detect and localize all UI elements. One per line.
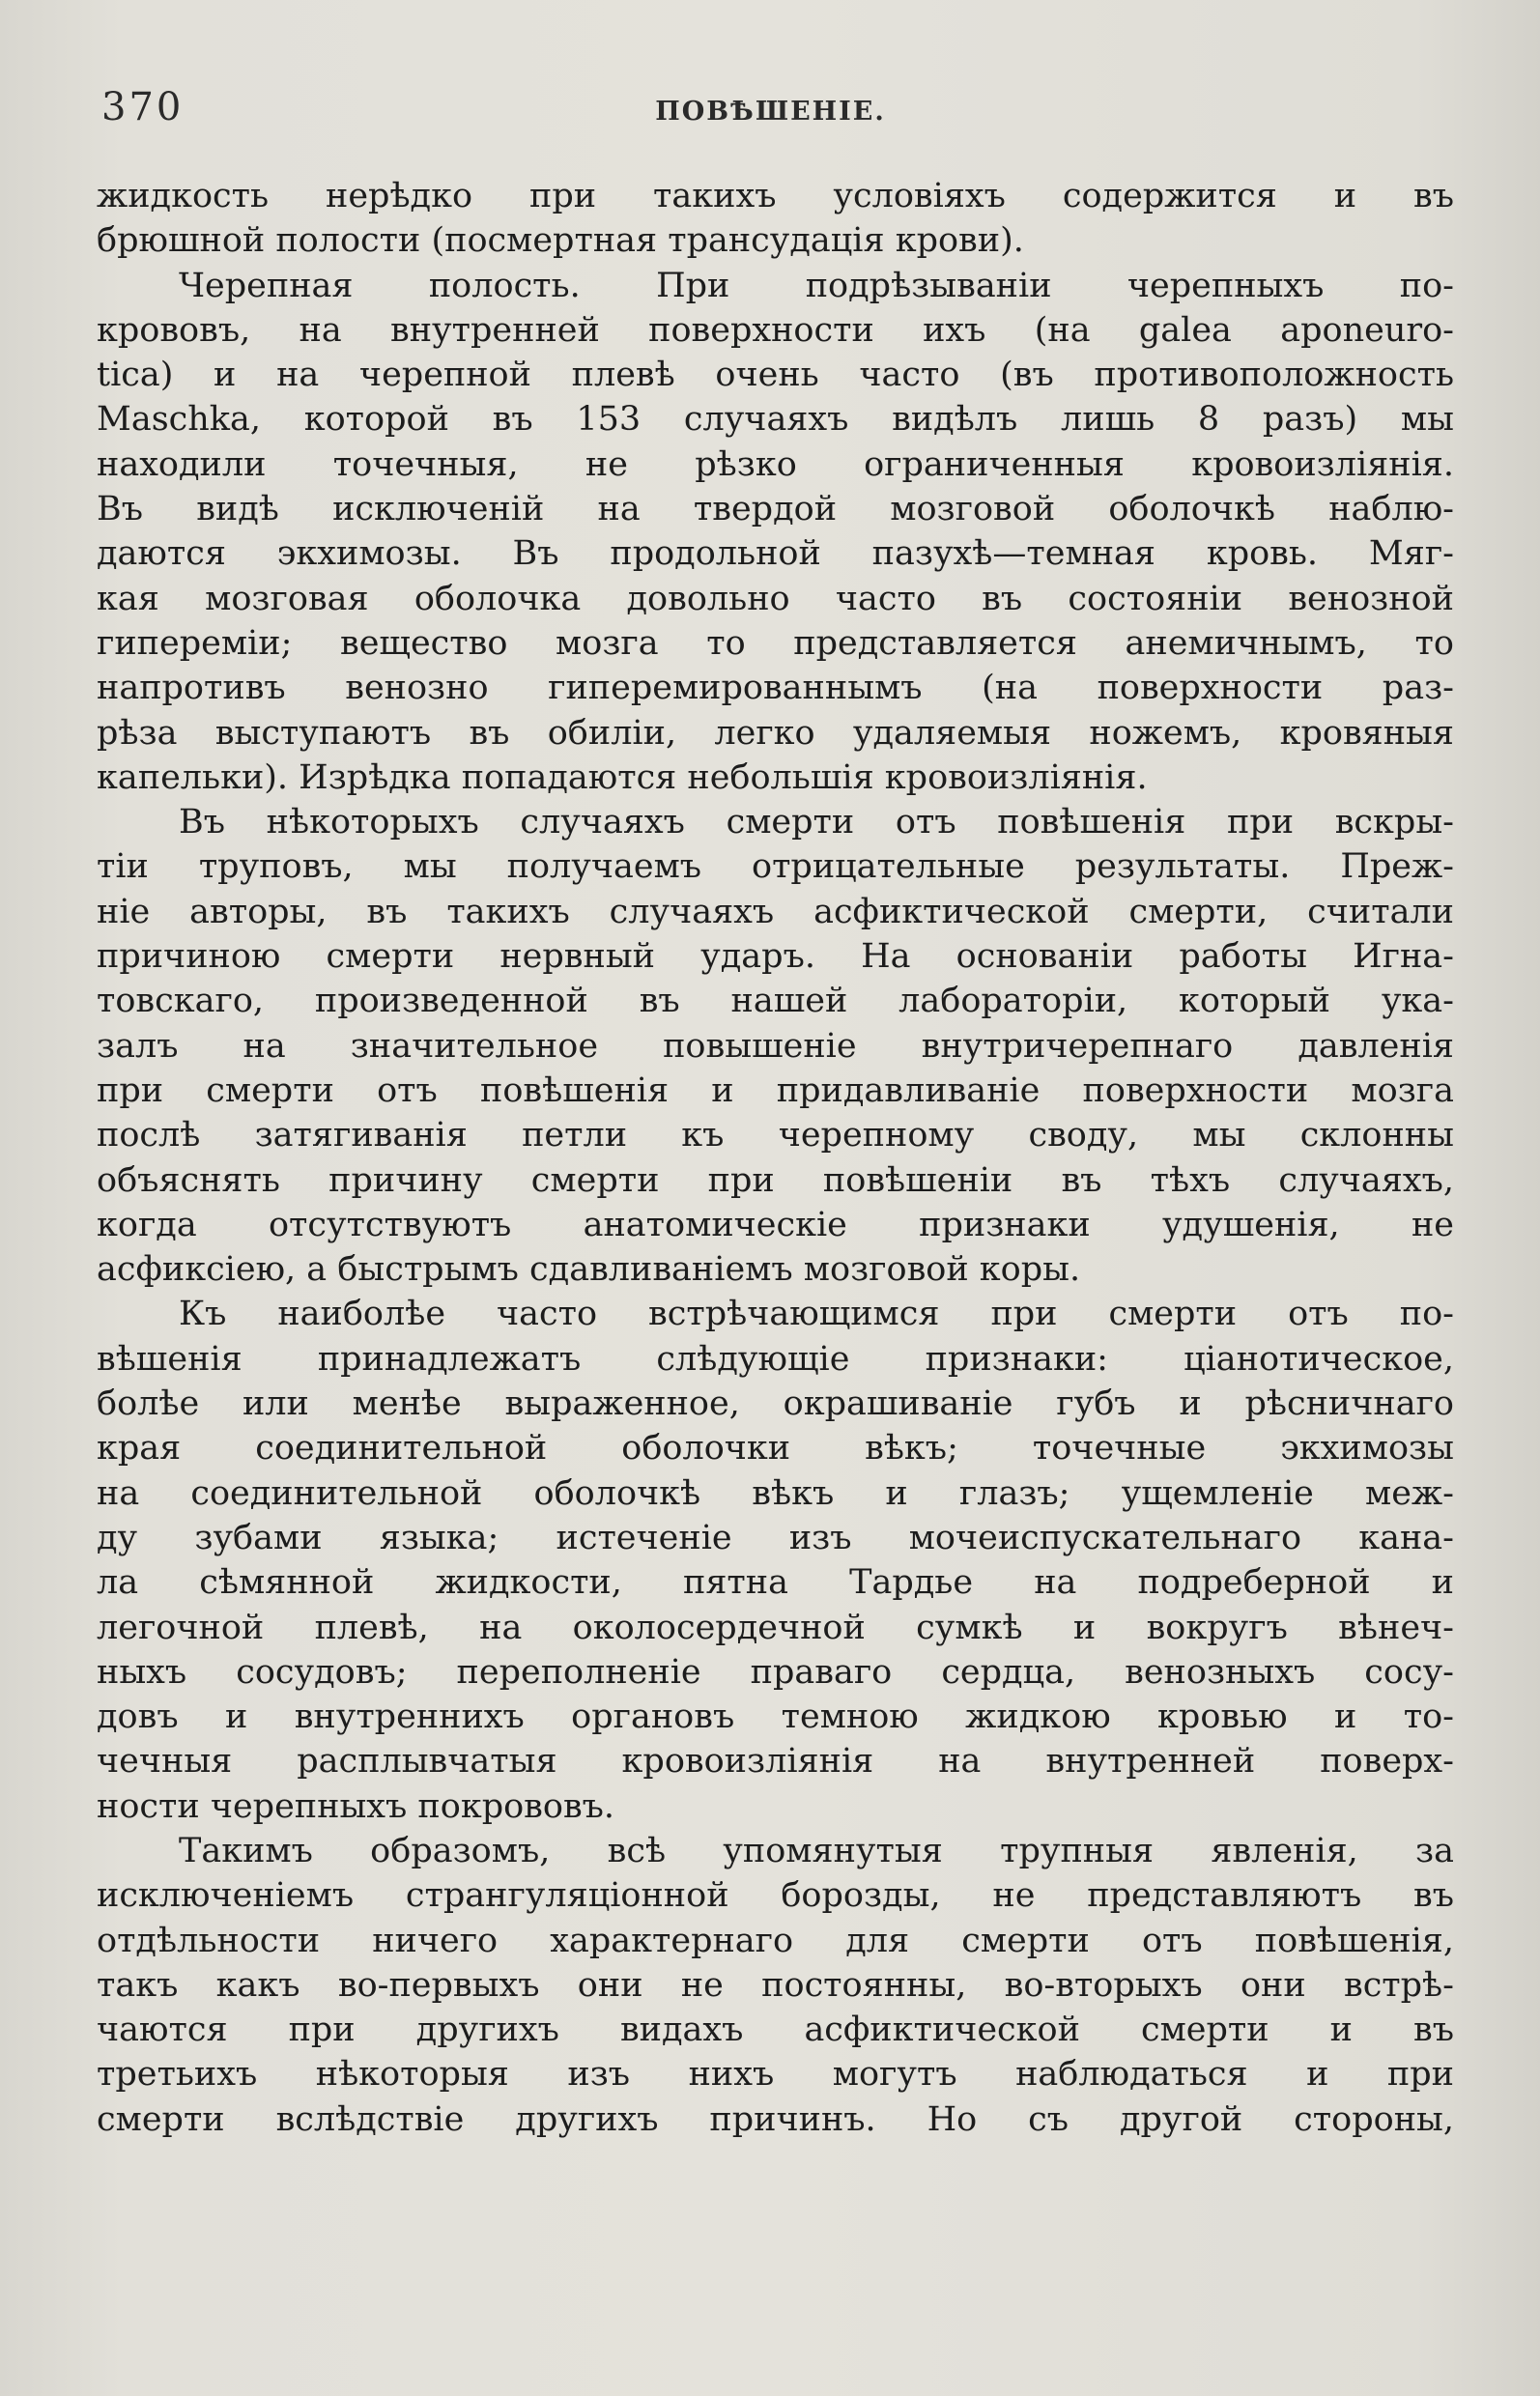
text-line: даются экхимозы. Въ продольной пазухѣ—темная кровь. Мяг- [97, 534, 1454, 574]
text-line: ніе авторы, въ такихъ случаяхъ асфиктической смерти, считали [97, 892, 1454, 931]
text-line: смерти вслѣдствіе другихъ причинъ. Но съ другой стороны, [97, 2099, 1454, 2139]
text-line: отдѣльности ничего характернаго для смерти отъ повѣшенія, [97, 1921, 1454, 1960]
text-line: Maschka, которой въ 153 случаяхъ видѣлъ лишь 8 разъ) мы [97, 400, 1454, 440]
text-line: Такимъ образомъ, всѣ упомянутыя трупныя явленія, за [179, 1831, 1454, 1870]
text-line: брюшной полости (посмертная трансудація крови). [97, 221, 1024, 261]
text-line: капельки). Изрѣдка попадаются небольшія кровоизліянія. [97, 757, 1148, 797]
text-line: tica) и на черепной плевѣ очень часто (въ противоположность [97, 356, 1454, 395]
text-line: кая мозговая оболочка довольно часто въ состояніи венозной [97, 579, 1454, 618]
text-line: исключеніемъ странгуляціонной борозды, не представляютъ въ [97, 1876, 1454, 1916]
text-line: ныхъ сосудовъ; переполненіе праваго сердца, венозныхъ сосу- [97, 1652, 1454, 1692]
text-line: легочной плевѣ, на околосердечной сумкѣ и вокругъ вѣнеч- [97, 1608, 1454, 1647]
text-line: крововъ, на внутренней поверхности ихъ (на galea aponeuro- [97, 310, 1454, 350]
text-line: напротивъ венозно гиперемированнымъ (на поверхности раз- [97, 669, 1454, 708]
text-line: рѣза выступаютъ въ обиліи, легко удаляемыя ножемъ, кровяныя [97, 713, 1454, 753]
text-line: залъ на значительное повышеніе внутричерепнаго давленія [97, 1026, 1454, 1066]
text-line: ду зубами языка; истеченіе изъ мочеиспускательнаго кана- [97, 1518, 1454, 1557]
text-line: при смерти отъ повѣшенія и придавливаніе поверхности мозга [97, 1070, 1454, 1110]
text-line: на соединительной оболочкѣ вѣкъ и глазъ; ущемленіе меж- [97, 1473, 1454, 1513]
text-line: находили точечныя, не рѣзко ограниченныя кровоизліянія. [97, 444, 1454, 484]
text-line: ла сѣмянной жидкости, пятна Тардье на подреберной и [97, 1563, 1454, 1603]
page-header [101, 85, 1440, 133]
text-line: Черепная полость. При подрѣзываніи черепныхъ по- [179, 266, 1454, 305]
text-line: гипереміи; вещество мозга то представляется анемичнымъ, то [97, 623, 1454, 663]
page-number: 370 [101, 85, 185, 129]
text-line: Къ наиболѣе часто встрѣчающимся при смерти отъ по- [179, 1295, 1454, 1334]
text-line: тіи труповъ, мы получаемъ отрицательные результаты. Преж- [97, 847, 1454, 887]
text-line: болѣе или менѣе выраженное, окрашиваніе губъ и рѣсничнаго [97, 1384, 1454, 1424]
text-line: довъ и внутреннихъ органовъ темною жидкою кровью и то- [97, 1697, 1454, 1737]
text-line: ности черепныхъ покрововъ. [97, 1786, 615, 1826]
text-line: товскаго, произведенной въ нашей лабораторіи, который ука- [97, 982, 1454, 1021]
text-line: асфиксіею, а быстрымъ сдавливаніемъ мозговой коры. [97, 1250, 1081, 1290]
text-line: объяснять причину смерти при повѣшеніи въ тѣхъ случаяхъ, [97, 1160, 1454, 1200]
text-line: жидкость нерѣдко при такихъ условіяхъ содержится и въ [97, 177, 1454, 215]
text-line: чаются при другихъ видахъ асфиктической смерти и въ [97, 2011, 1454, 2050]
text-line: вѣшенія принадлежатъ слѣдующіе признаки: ціанотическое, [97, 1339, 1454, 1379]
text-line: причиною смерти нервный ударъ. На основаніи работы Игна- [97, 937, 1454, 977]
text-line: третьихъ нѣкоторыя изъ нихъ могутъ наблюдаться и при [97, 2055, 1454, 2095]
text-line: Въ нѣкоторыхъ случаяхъ смерти отъ повѣшенія при вскры- [179, 803, 1454, 842]
text-line: такъ какъ во-первыхъ они не постоянны, во-вторыхъ они встрѣ- [97, 1965, 1454, 2005]
text-line: края соединительной оболочки вѣкъ; точечные экхимозы [97, 1429, 1454, 1469]
text-line: послѣ затягиванія петли къ черепному своду, мы склонны [97, 1116, 1454, 1155]
text-line: чечныя расплывчатыя кровоизліянія на внутренней поверх- [97, 1742, 1454, 1782]
body-text [97, 174, 1454, 2142]
running-title: ПОВѢШЕНІЕ. [655, 97, 886, 127]
text-line: когда отсутствуютъ анатомическіе признаки удушенія, не [97, 1205, 1454, 1244]
text-line: Въ видѣ исключеній на твердой мозговой оболочкѣ наблю- [97, 490, 1454, 529]
